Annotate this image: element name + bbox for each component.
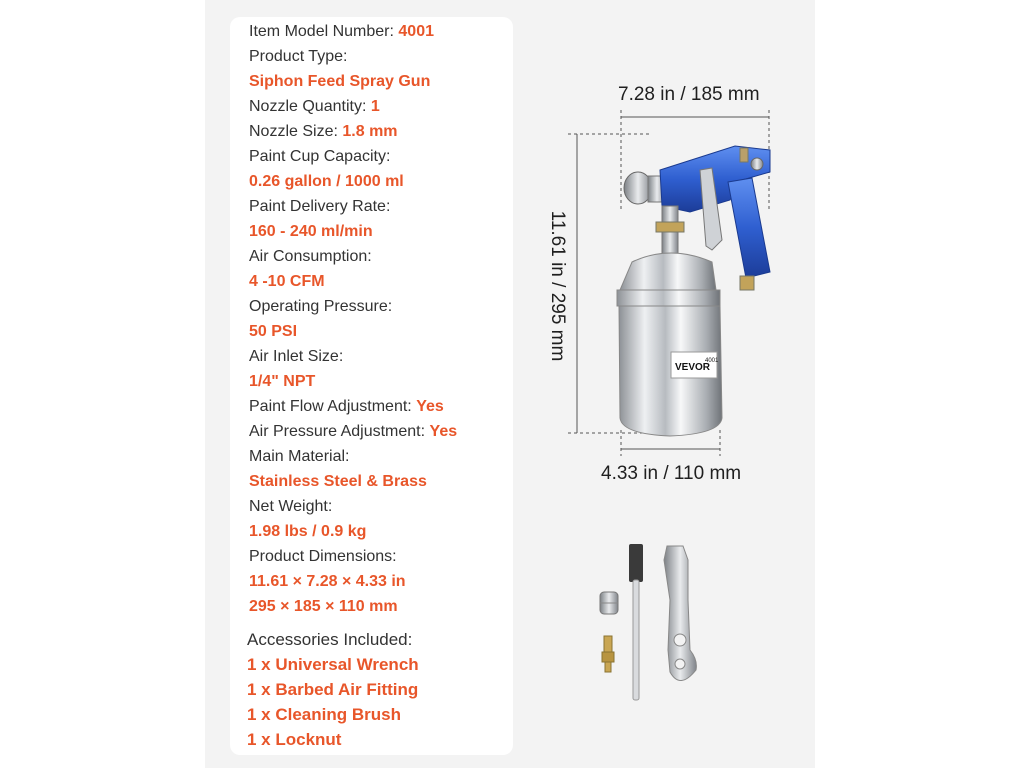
spec-model-label: Item Model Number:: [249, 23, 394, 40]
spec-inlet-value: 1/4" NPT: [249, 373, 316, 390]
spec-material-label: Main Material:: [249, 448, 350, 465]
spec-air-adjustment-label: Air Pressure Adjustment:: [249, 423, 426, 440]
accessory-item: 1 x Universal Wrench: [247, 655, 419, 674]
cleaning-brush: [629, 544, 643, 700]
accessories-label: Accessories Included:: [247, 630, 413, 649]
paint-cup: [617, 253, 722, 436]
height-dimension-label: 11.61 in / 295 mm: [547, 210, 568, 362]
air-inlet: [740, 276, 754, 290]
accessory-item: 1 x Barbed Air Fitting: [247, 680, 419, 699]
spec-cup-value: 0.26 gallon / 1000 ml: [249, 173, 404, 190]
accessory-item: 1 x Locknut: [247, 730, 342, 749]
brush-bristles: [629, 544, 643, 582]
spec-nozzle-qty-label: Nozzle Quantity:: [249, 98, 367, 115]
accessories-illustration: [600, 544, 696, 700]
spec-product-type-label: Product Type:: [249, 48, 348, 65]
spec-nozzle-size-label: Nozzle Size:: [249, 123, 338, 140]
brush-handle: [633, 580, 639, 700]
spec-flow-adjustment-label: Paint Flow Adjustment:: [249, 398, 412, 415]
spec-dimensions-in-value: 11.61 × 7.28 × 4.33 in: [249, 573, 406, 590]
spec-air-consumption-label: Air Consumption:: [249, 248, 372, 265]
spec-cup-label: Paint Cup Capacity:: [249, 148, 391, 165]
spec-nozzle-size-value: 1.8 mm: [342, 123, 398, 140]
spec-air-adjustment-value: Yes: [429, 423, 458, 440]
spec-air-consumption-value: 4 -10 CFM: [249, 273, 325, 290]
accessory-item: 1 x Cleaning Brush: [247, 705, 401, 724]
spec-delivery-label: Paint Delivery Rate:: [249, 198, 391, 215]
locknut: [600, 592, 618, 614]
spec-inlet-label: Air Inlet Size:: [249, 348, 344, 365]
spec-nozzle-qty-value: 1: [370, 98, 380, 115]
gun-handle: [728, 178, 770, 278]
cup-lid: [620, 253, 716, 290]
spec-pressure-label: Operating Pressure:: [249, 298, 393, 315]
spec-dimensions-mm-value: 295 × 185 × 110 mm: [249, 598, 398, 615]
cup-label-brand: VEVOR: [675, 362, 711, 373]
spec-dimensions-label: Product Dimensions:: [249, 548, 397, 565]
spec-material-value: Stainless Steel & Brass: [249, 473, 427, 490]
depth-dimension-label: 4.33 in / 110 mm: [601, 463, 742, 484]
spec-model-value: 4001: [398, 23, 434, 40]
width-dimension-label: 7.28 in / 185 mm: [618, 84, 760, 105]
barbed-air-fitting: [602, 636, 614, 672]
spec-delivery-value: 160 - 240 ml/min: [249, 223, 373, 240]
cup-label-model: 4001: [705, 358, 719, 364]
spec-pressure-value: 50 PSI: [249, 323, 298, 340]
spec-flow-adjustment-value: Yes: [416, 398, 444, 415]
spec-product-type-value: Siphon Feed Spray Gun: [249, 73, 431, 90]
spec-weight-label: Net Weight:: [249, 498, 333, 515]
spec-weight-value: 1.98 lbs / 0.9 kg: [249, 523, 367, 540]
